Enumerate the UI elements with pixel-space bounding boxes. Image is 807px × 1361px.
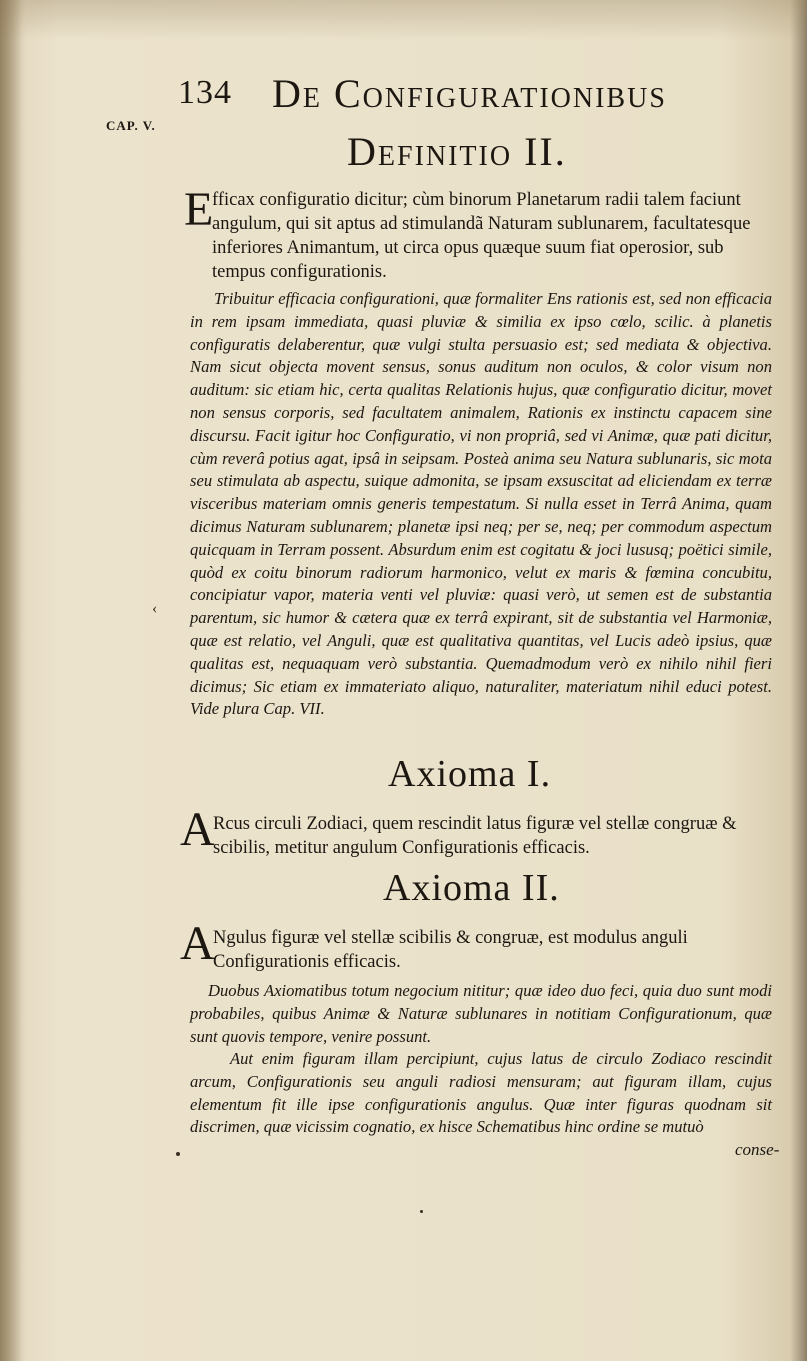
axiom-2-title: Axioma II. (383, 867, 560, 909)
commentary-2-paragraph-2: Aut enim figuram illam percipiunt, cujus latus de circulo Zodiaco rescindit arcum, Configurationis seu anguli radiosi mensuram; aut figuram illam, cujus elementum fit ille ipse configurationis angulus. Quæ inter figuras quodnam sit discrimen, quæ vicissim cognatio, ex hisce Schematibus hinc ordine se mutuò (190, 1049, 772, 1137)
catchword: conse- (735, 1140, 780, 1159)
ink-speck (176, 1152, 180, 1156)
page-edge-stain (0, 0, 807, 40)
ink-speck (420, 1210, 423, 1213)
gutter-shadow (0, 0, 22, 1361)
definition-title: Definitio II. (347, 129, 567, 174)
page-number: 134 (178, 74, 232, 111)
definition-dropcap: E (184, 183, 214, 236)
axiom-1-text: Rcus circuli Zodiaci, quem rescindit latus figuræ vel stellæ congruæ & scibilis, metitur angulum Configurationis efficacis. (213, 814, 737, 858)
margin-mark: ‹ (152, 600, 158, 617)
axiom-1-dropcap: A (180, 803, 215, 856)
axiom-2-dropcap: A (180, 917, 215, 970)
commentary-paragraph: Tribuitur efficacia configurationi, quæ formaliter Ens rationis est, sed non efficacia in rem ipsam immediata, quasi pluviæ & similia ex ipso cœlo, scilic. à planetis configuratis delaberentur, quæ vulgi stulta persuasio est; sed mediata & objectiva. Nam sicut objecta movent sensus, sonus auditum non oculos, & color visum non auditum: sic etiam hic, certa qualitas Relationis hujus, quæ configuratio dicitur, movet non sensus corporis, sed facultatem animalem, Rationis ex instinctu capacem sine discursu. Facit igitur hoc Configuratio, vi non propriâ, sed vi Animæ, quæ pati dicitur, cùm reverâ potius agat, ipsâ in seipsam. Posteà anima seu Natura sublunaris, sic mota seu stimulata ab aspectu, suique admonita, se ipsam exsuscitat ad eliciendam ex terræ visceribus materiam omnis generis tempestatum. Si nulla esset in Terrâ Anima, quam dicimus Naturam sublunarem; planetæ ipsi neq; per se, neq; per commodum aspectum quicquam in Terram possent. Absurdum enim est cogitatu & joci lususq; poëtici simile, quòd ex coitu binorum radiorum harmonico, velut ex maris & fœmina concubitu, concipiatur vapor, materia venti vel pluviæ: quasi verò, ut semen est de substantia parentum, sic humor & cætera quæ ex terrâ expirant, sit de substantia vel Harmoniæ, quæ est relatio, vel Anguli, quæ est qualitativa quantitas, vel Lucis adeò ipsius, quæ qualitas est, nequaquam verò substantia. Quemadmodum verò ex nihilo nihil fieri dicimus; Sic etiam ex immateriato aliquo, naturaliter, materiatum nihil educi potest. Vide plura Cap. VII. (190, 289, 772, 719)
running-title: De Configurationibus (272, 71, 667, 116)
commentary-2-paragraph-1: Duobus Axiomatibus totum negocium nititur; quæ ideo duo feci, quia duo sunt modi probabiles, quibus Animæ & Naturæ sublunares in notitiam Configurationum, quæ sunt quovis tempore, venire possunt. (190, 981, 772, 1046)
chapter-mark: CAP. V. (106, 118, 156, 133)
definition-text: fficax configuratio dicitur; cùm binorum Planetarum radii talem faciunt angulum, qui sit aptus ad stimulandã Naturam sublunarem, facultatesque inferiores Animantum, ut circa opus quæque suum fiat operosior, sub tempus configurationis. (212, 190, 751, 282)
axiom-1-title: Axioma I. (388, 753, 552, 795)
axiom-2-text: Ngulus figuræ vel stellæ scibilis & congruæ, est modulus anguli Configurationis efficacis. (213, 928, 688, 972)
